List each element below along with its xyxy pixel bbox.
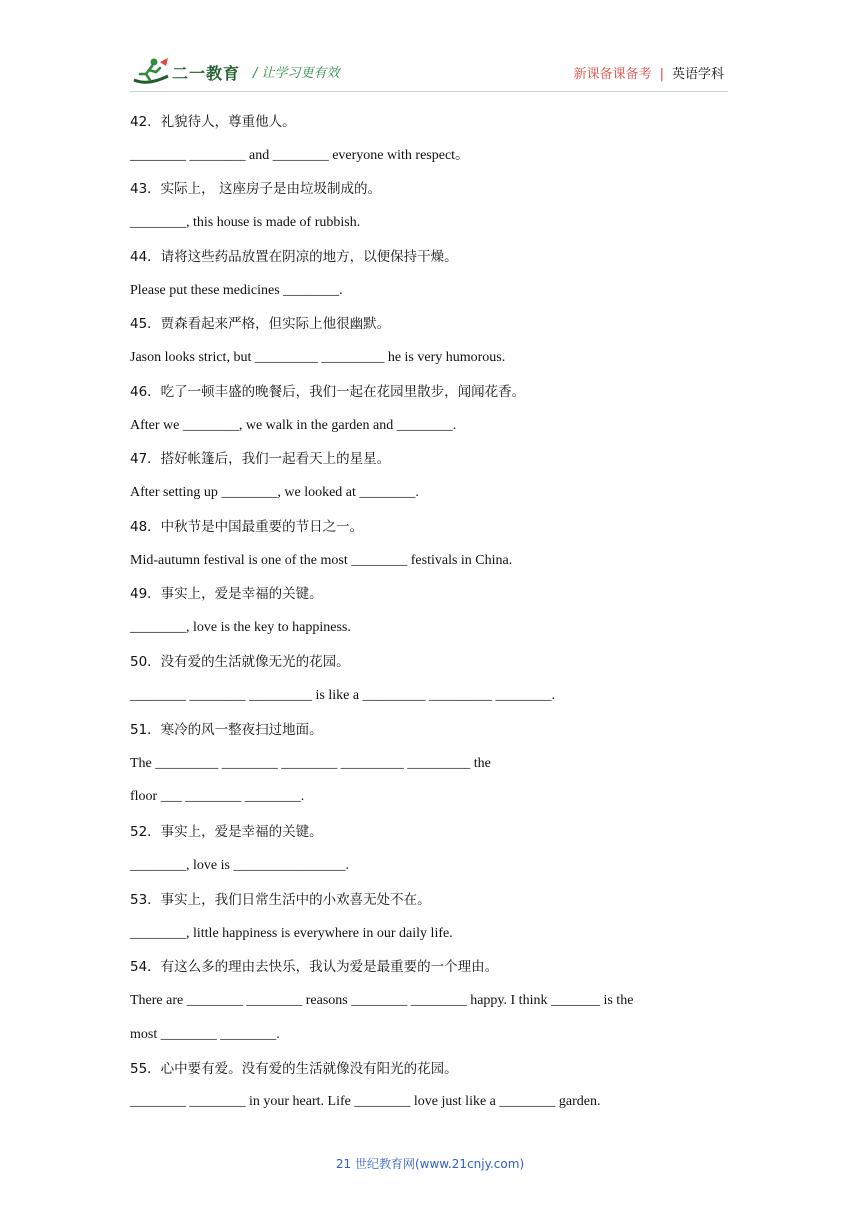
answer-line: ________, little happiness is everywhere in our daily life. xyxy=(130,926,453,941)
question-prompt: 46．吃了一顿丰盛的晚餐后，我们一起在花园里散步，闻闻花香。 xyxy=(130,384,526,400)
header-tagline: 新课备课备考 xyxy=(573,67,652,82)
answer-line: ________ ________ in your heart. Life ________ love just like a ________ garden. xyxy=(130,1094,601,1109)
answer-line: After we ________, we walk in the garden and ________. xyxy=(130,418,457,433)
question-prompt: 53．事实上，我们日常生活中的小欢喜无处不在。 xyxy=(130,892,431,908)
question-prompt: 55．心中要有爱。没有爱的生活就像没有阳光的花园。 xyxy=(130,1061,458,1077)
answer-line: ________ ________ _________ is like a _________ _________ ________. xyxy=(130,688,556,703)
header-right xyxy=(574,63,724,82)
answer-line: Jason looks strict, but _________ _________ he is very humorous. xyxy=(130,350,506,365)
question-prompt: 49．事实上，爱是幸福的关键。 xyxy=(130,586,323,602)
question-prompt: 44．请将这些药品放置在阴凉的地方，以便保持干燥。 xyxy=(130,249,458,265)
answer-line: Please put these medicines ________. xyxy=(130,283,343,298)
answer-line: ________, love is the key to happiness. xyxy=(130,620,351,635)
answer-line: After setting up ________, we looked at ________. xyxy=(130,485,419,500)
runner-logo-icon xyxy=(130,56,172,88)
slogan: / 让学习更有效 xyxy=(253,66,340,81)
answer-line-continued: floor ___ ________ ________. xyxy=(130,789,305,804)
question-prompt: 48．中秋节是中国最重要的节日之一。 xyxy=(130,519,364,535)
logo xyxy=(130,56,250,88)
answer-line: ________ ________ and ________ everyone with respect。 xyxy=(130,148,470,163)
answer-line: There are ________ ________ reasons ________ ________ happy. I think _______ is the xyxy=(130,993,634,1008)
answer-line: ________, this house is made of rubbish. xyxy=(130,215,361,230)
question-prompt: 42．礼貌待人，尊重他人。 xyxy=(130,114,296,130)
question-prompt: 52．事实上，爱是幸福的关键。 xyxy=(130,824,323,840)
page-header xyxy=(130,56,730,90)
question-prompt: 45．贾森看起来严格，但实际上他很幽默。 xyxy=(130,316,391,332)
question-prompt: 47．搭好帐篷后，我们一起看天上的星星。 xyxy=(130,451,391,467)
header-separator: | xyxy=(659,67,664,82)
question-prompt: 43．实际上， 这座房子是由垃圾制成的。 xyxy=(130,181,381,197)
header-subject: 英语学科 xyxy=(671,67,724,82)
answer-line: The _________ ________ ________ _________ _________ the xyxy=(130,756,491,771)
answer-line: ________, love is ________________. xyxy=(130,858,349,873)
question-prompt: 50．没有爱的生活就像无光的花园。 xyxy=(130,654,350,670)
footer-source: 21 世纪教育网(www.21cnjy.com) xyxy=(335,1157,525,1171)
question-prompt: 54．有这么多的理由去快乐，我认为爱是最重要的一个理由。 xyxy=(130,959,499,975)
answer-line: Mid-autumn festival is one of the most ________ festivals in China. xyxy=(130,553,513,568)
header-divider xyxy=(130,91,728,92)
logo-text: 二一教育 xyxy=(172,64,241,83)
question-prompt: 51．寒冷的风一整夜扫过地面。 xyxy=(130,722,323,738)
answer-line-continued: most ________ ________. xyxy=(130,1027,280,1042)
